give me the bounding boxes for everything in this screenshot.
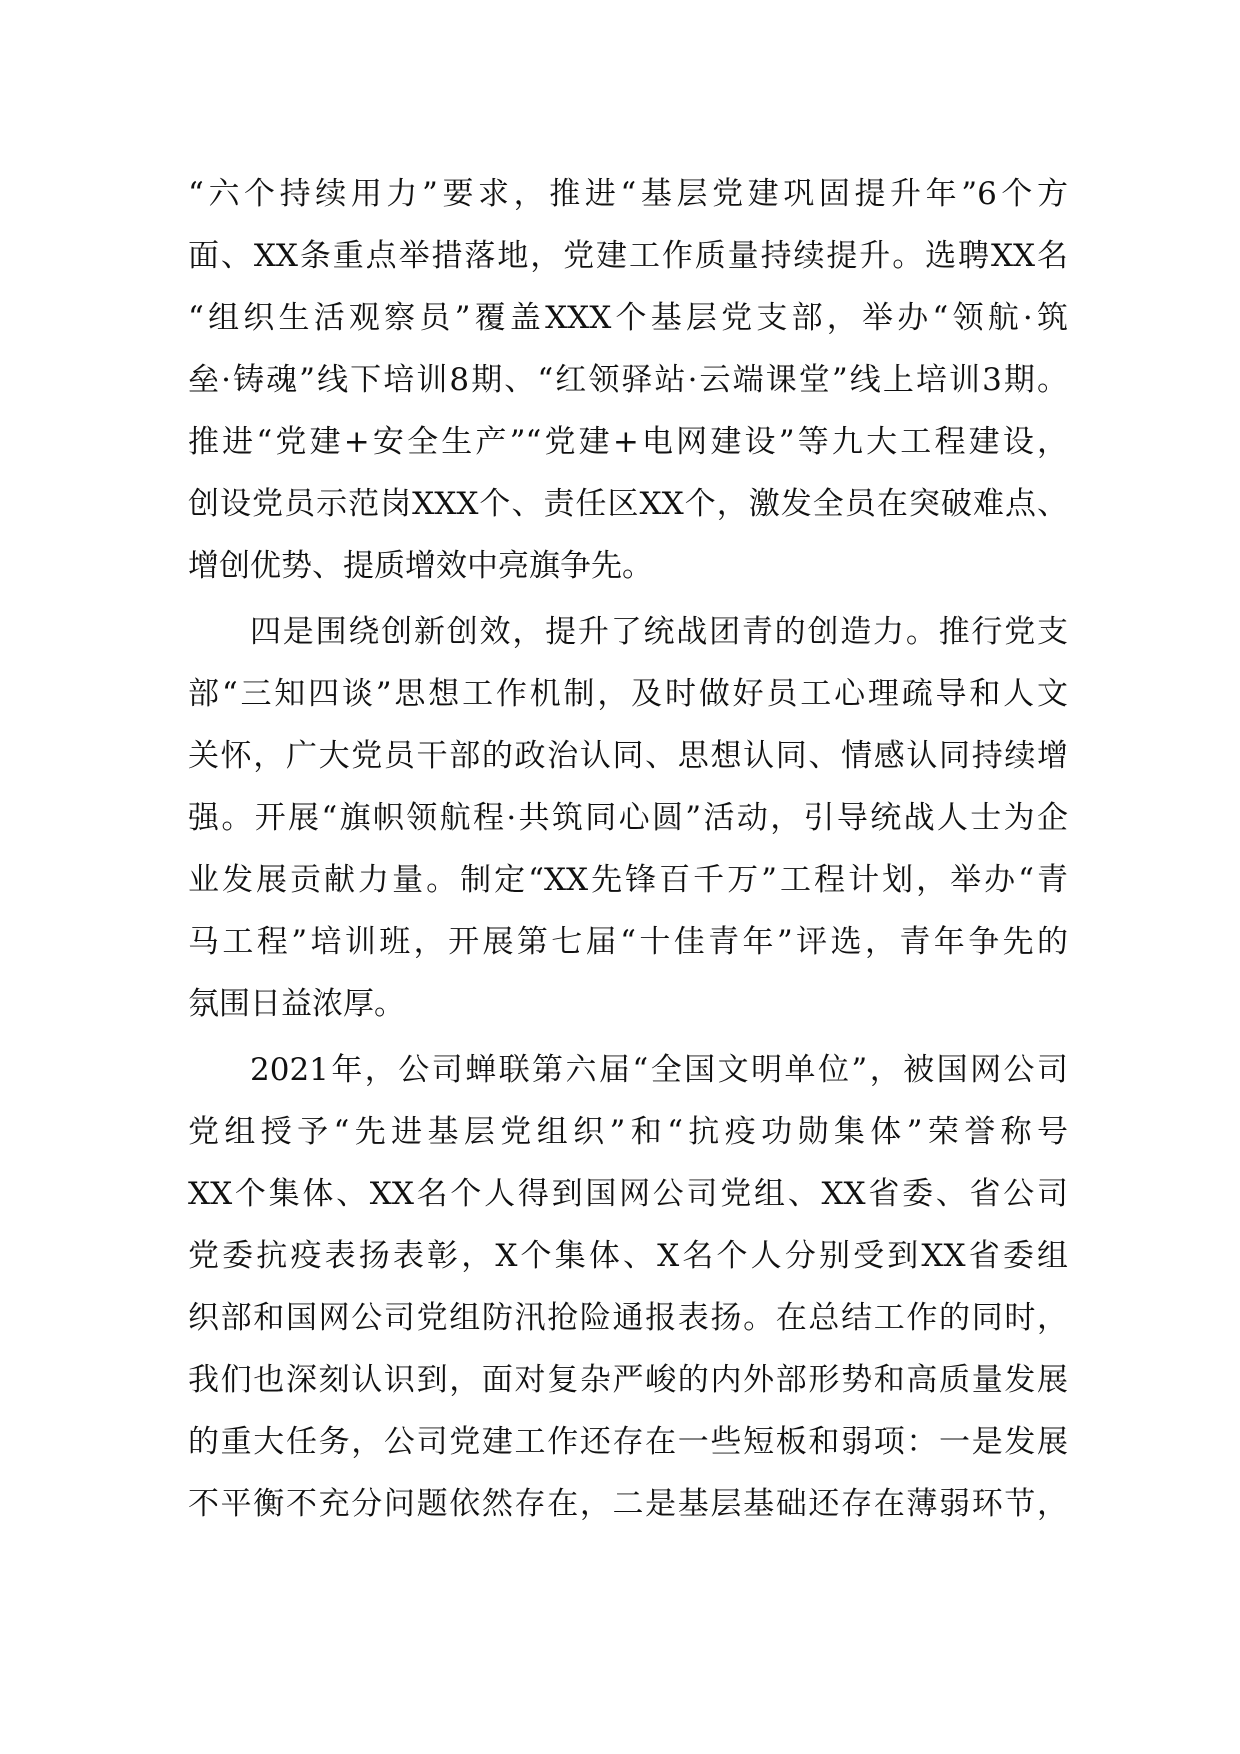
text-line: “六个持续用力”要求，推进“基层党建巩固提升年”6个方 (188, 176, 1068, 212)
text-line: 垒·铸魂”线下培训8期、“红领驿站·云端课堂”线上培训3期。 (188, 362, 1068, 398)
text-line: 业发展贡献力量。制定“XX先锋百千万”工程计划，举办“青 (188, 862, 1068, 898)
text-line: XX个集体、XX名个人得到国网公司党组、XX省委、省公司 (188, 1176, 1068, 1212)
text-line: 创设党员示范岗XXX个、责任区XX个，激发全员在突破难点、 (188, 486, 1068, 522)
text-line: 党委抗疫表扬表彰，X个集体、X名个人分别受到XX省委组 (188, 1238, 1068, 1274)
text-line: 面、XX条重点举措落地，党建工作质量持续提升。选聘XX名 (188, 238, 1068, 274)
text-line: 推进“党建+安全生产”“党建+电网建设”等九大工程建设， (188, 424, 1068, 460)
text-line: 我们也深刻认识到，面对复杂严峻的内外部形势和高质量发展 (188, 1362, 1068, 1398)
paragraph-first-line: 2021年，公司蝉联第六届“全国文明单位”，被国网公司 (250, 1052, 1068, 1088)
text-line: 增创优势、提质增效中亮旗争先。 (188, 548, 653, 584)
text-line: 不平衡不充分问题依然存在，二是基层基础还存在薄弱环节， (188, 1486, 1068, 1522)
text-line: 部“三知四谈”思想工作机制，及时做好员工心理疏导和人文 (188, 676, 1068, 712)
text-line: 强。开展“旗帜领航程·共筑同心圆”活动，引导统战人士为企 (188, 800, 1068, 836)
text-line: 氛围日益浓厚。 (188, 986, 405, 1022)
text-line: 马工程”培训班，开展第七届“十佳青年”评选，青年争先的 (188, 924, 1068, 960)
text-line: 关怀，广大党员干部的政治认同、思想认同、情感认同持续增 (188, 738, 1068, 774)
paragraph-first-line: 四是围绕创新创效，提升了统战团青的创造力。推行党支 (250, 614, 1068, 650)
text-line: 的重大任务，公司党建工作还存在一些短板和弱项：一是发展 (188, 1424, 1068, 1460)
text-line: “组织生活观察员”覆盖XXX个基层党支部，举办“领航·筑 (188, 300, 1068, 336)
text-line: 党组授予“先进基层党组织”和“抗疫功勋集体”荣誉称号 (188, 1114, 1068, 1150)
text-line: 织部和国网公司党组防汛抢险通报表扬。在总结工作的同时， (188, 1300, 1068, 1336)
